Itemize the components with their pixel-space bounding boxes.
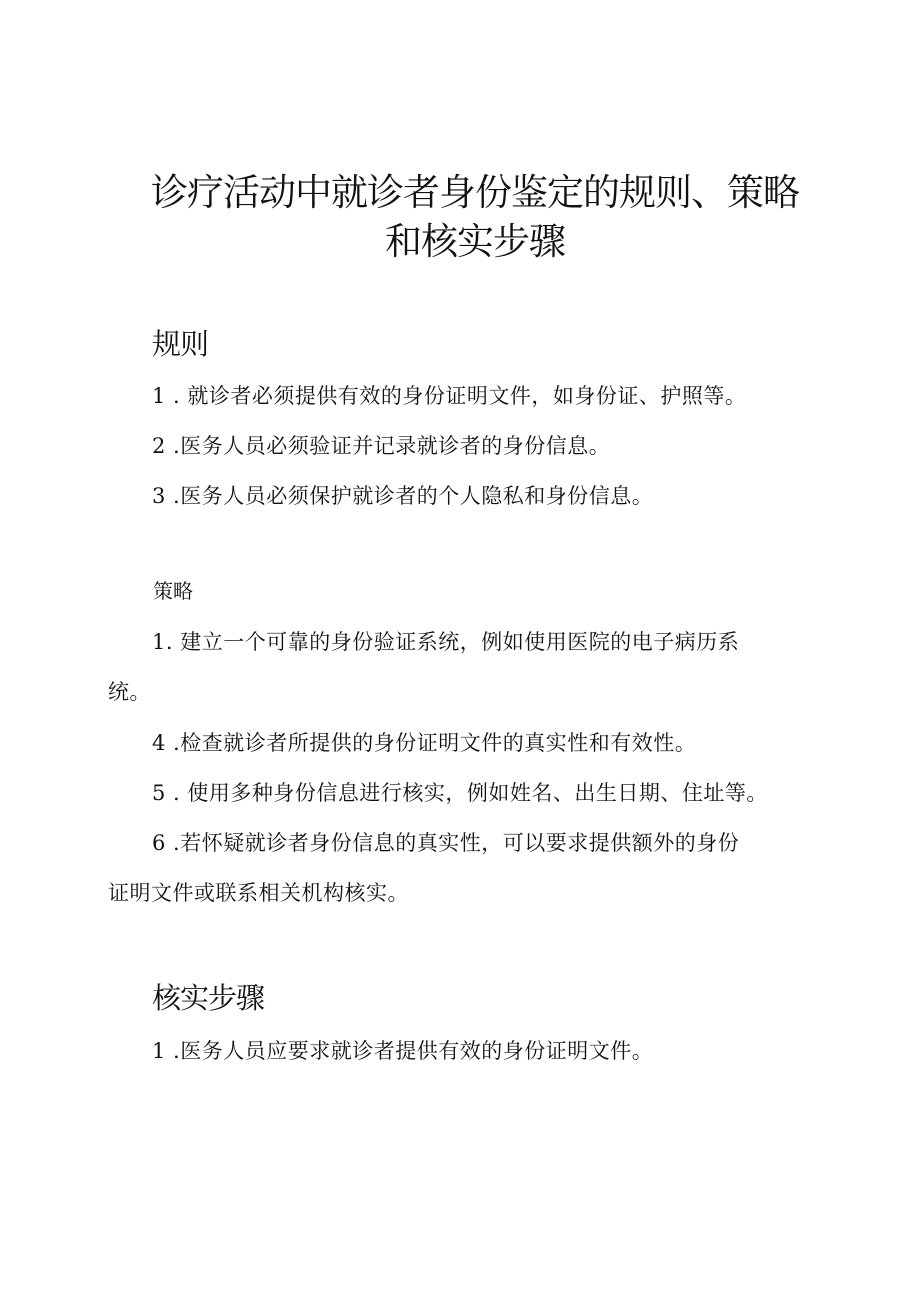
section-heading-strategies: 策略 <box>153 579 193 603</box>
section-heading-verification: 核实步骤 <box>152 981 265 1015</box>
document-title-line-1: 诊疗活动中就诊者身份鉴定的规则、策略 <box>151 171 799 214</box>
rule-item-3: 3 .医务人员必须保护就诊者的个人隐私和身份信息。 <box>152 484 654 508</box>
document-title-line-2: 和核实步骤 <box>385 220 565 263</box>
rule-item-1: 1 . 就诊者必须提供有效的身份证明文件，如身份证、护照等。 <box>152 384 747 408</box>
strategy-item-1-line-2: 统。 <box>108 680 151 704</box>
strategy-item-1-line-1: 1. 建立一个可靠的身份验证系统，例如使用医院的电子病历系 <box>152 630 740 654</box>
strategy-item-4: 4 .检查就诊者所提供的身份证明文件的真实性和有效性。 <box>152 731 697 755</box>
verification-item-1: 1 .医务人员应要求就诊者提供有效的身份证明文件。 <box>152 1039 654 1063</box>
strategy-item-6-line-1: 6 .若怀疑就诊者身份信息的真实性，可以要求提供额外的身份 <box>152 831 740 855</box>
rule-item-2: 2 .医务人员必须验证并记录就诊者的身份信息。 <box>152 434 611 458</box>
section-heading-rules: 规则 <box>152 327 209 361</box>
strategy-item-5: 5 . 使用多种身份信息进行核实，例如姓名、出生日期、住址等。 <box>152 781 768 805</box>
strategy-item-6-line-2: 证明文件或联系相关机构核实。 <box>108 881 409 905</box>
